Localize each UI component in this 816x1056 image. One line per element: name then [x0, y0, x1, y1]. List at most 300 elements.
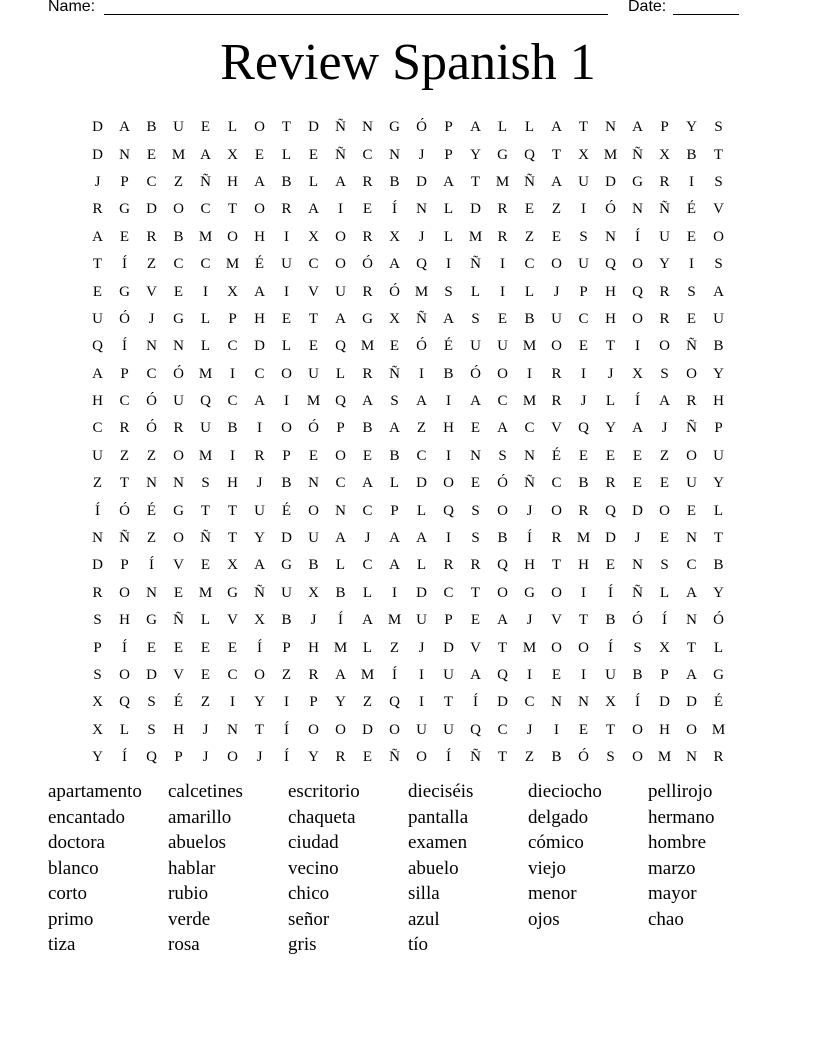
grid-letter[interactable]: D — [632, 502, 643, 519]
grid-letter[interactable]: R — [551, 393, 562, 410]
grid-letter[interactable]: T — [470, 584, 481, 601]
grid-letter[interactable]: Z — [416, 420, 427, 437]
grid-letter[interactable]: T — [443, 694, 454, 711]
grid-letter[interactable]: C — [335, 475, 346, 492]
grid-letter[interactable]: C — [173, 256, 184, 273]
grid-letter[interactable]: N — [362, 119, 373, 136]
grid-letter[interactable]: S — [687, 283, 696, 300]
grid-letter[interactable]: R — [578, 502, 589, 519]
grid-letter[interactable]: B — [551, 749, 562, 766]
grid-letter[interactable]: N — [605, 228, 616, 245]
grid-letter[interactable]: J — [94, 173, 101, 190]
grid-letter[interactable]: O — [551, 338, 562, 355]
grid-letter[interactable]: H — [173, 721, 184, 738]
grid-letter[interactable]: M — [198, 584, 213, 601]
grid-letter[interactable]: A — [470, 667, 481, 683]
grid-letter[interactable]: M — [198, 447, 213, 464]
grid-letter[interactable]: O — [659, 338, 670, 355]
grid-letter[interactable]: S — [147, 721, 156, 738]
grid-letter[interactable]: Ó — [497, 475, 508, 492]
grid-letter[interactable]: C — [227, 338, 238, 355]
grid-letter[interactable]: Y — [470, 146, 481, 163]
grid-letter[interactable]: M — [333, 639, 348, 656]
grid-letter[interactable]: J — [418, 228, 425, 245]
grid-letter[interactable]: P — [390, 502, 399, 519]
grid-letter[interactable]: Í — [338, 612, 343, 629]
grid-letter[interactable]: I — [581, 365, 586, 382]
grid-letter[interactable]: B — [497, 530, 508, 547]
grid-letter[interactable]: J — [256, 475, 263, 492]
grid-letter[interactable]: I — [581, 584, 586, 601]
grid-letter[interactable]: R — [470, 557, 481, 574]
grid-letter[interactable]: Í — [527, 530, 532, 547]
grid-letter[interactable]: G — [119, 201, 130, 218]
grid-letter[interactable]: T — [578, 119, 589, 136]
grid-letter[interactable]: É — [686, 201, 697, 218]
grid-letter[interactable]: S — [498, 447, 507, 464]
grid-letter[interactable]: T — [254, 721, 265, 738]
grid-letter[interactable]: Ó — [713, 612, 724, 629]
grid-letter[interactable]: Í — [284, 749, 289, 766]
grid-letter[interactable]: S — [390, 393, 399, 410]
grid-letter[interactable]: Ñ — [335, 119, 346, 136]
grid-letter[interactable]: E — [686, 310, 697, 327]
grid-letter[interactable]: S — [714, 173, 723, 190]
grid-letter[interactable]: O — [578, 639, 589, 656]
grid-letter[interactable]: N — [686, 749, 697, 766]
grid-letter[interactable]: I — [689, 256, 694, 273]
grid-letter[interactable]: B — [308, 557, 319, 574]
grid-letter[interactable]: Y — [335, 694, 346, 711]
grid-letter[interactable]: C — [227, 393, 238, 410]
grid-letter[interactable]: Z — [173, 173, 184, 190]
grid-letter[interactable]: Ó — [632, 612, 643, 629]
grid-letter[interactable]: S — [714, 256, 723, 273]
grid-letter[interactable]: D — [146, 667, 157, 683]
grid-letter[interactable]: É — [551, 447, 562, 464]
grid-letter[interactable]: C — [578, 310, 589, 327]
grid-letter[interactable]: P — [93, 639, 102, 656]
grid-letter[interactable]: Q — [389, 694, 400, 711]
grid-letter[interactable]: E — [605, 447, 616, 464]
grid-letter[interactable]: Y — [605, 420, 616, 437]
grid-letter[interactable]: I — [446, 256, 451, 273]
grid-letter[interactable]: E — [497, 310, 508, 327]
grid-letter[interactable]: A — [254, 393, 265, 410]
grid-letter[interactable]: O — [497, 584, 508, 601]
grid-letter[interactable]: U — [173, 119, 184, 136]
grid-letter[interactable]: P — [660, 119, 669, 136]
grid-letter[interactable]: E — [659, 530, 670, 547]
grid-letter[interactable]: É — [173, 694, 184, 711]
grid-letter[interactable]: N — [308, 475, 319, 492]
grid-letter[interactable]: N — [173, 475, 184, 492]
grid-letter[interactable]: L — [524, 119, 535, 136]
grid-letter[interactable]: X — [605, 694, 616, 711]
grid-letter[interactable]: Q — [578, 420, 589, 437]
grid-letter[interactable]: R — [254, 447, 265, 464]
grid-letter[interactable]: E — [470, 612, 481, 629]
grid-letter[interactable]: A — [659, 393, 670, 410]
grid-letter[interactable]: O — [254, 119, 265, 136]
grid-letter[interactable]: B — [281, 173, 292, 190]
grid-letter[interactable]: Ó — [119, 502, 130, 519]
grid-letter[interactable]: E — [362, 749, 373, 766]
grid-letter[interactable]: E — [524, 201, 535, 218]
grid-letter[interactable]: Q — [632, 283, 643, 300]
grid-letter[interactable]: G — [119, 283, 130, 300]
grid-letter[interactable]: L — [524, 283, 535, 300]
grid-letter[interactable]: Í — [392, 667, 397, 683]
grid-letter[interactable]: C — [497, 393, 508, 410]
grid-letter[interactable]: R — [551, 530, 562, 547]
grid-letter[interactable]: A — [254, 173, 265, 190]
grid-letter[interactable]: Ó — [119, 310, 130, 327]
grid-letter[interactable]: O — [335, 228, 346, 245]
grid-letter[interactable]: U — [308, 530, 319, 547]
grid-letter[interactable]: M — [495, 173, 510, 190]
grid-letter[interactable]: I — [284, 694, 289, 711]
grid-letter[interactable]: E — [173, 283, 184, 300]
grid-letter[interactable]: U — [416, 721, 427, 738]
grid-letter[interactable]: Q — [497, 557, 508, 574]
grid-letter[interactable]: B — [389, 447, 400, 464]
grid-letter[interactable]: N — [578, 694, 589, 711]
grid-letter[interactable]: M — [603, 146, 618, 163]
grid-letter[interactable]: E — [362, 447, 373, 464]
grid-letter[interactable]: O — [254, 667, 265, 683]
grid-letter[interactable]: X — [227, 557, 238, 574]
grid-letter[interactable]: L — [713, 639, 724, 656]
grid-letter[interactable]: E — [659, 475, 670, 492]
grid-letter[interactable]: B — [335, 584, 346, 601]
grid-letter[interactable]: U — [173, 393, 184, 410]
grid-letter[interactable]: A — [200, 146, 211, 163]
grid-letter[interactable]: T — [713, 146, 724, 163]
grid-letter[interactable]: U — [497, 338, 508, 355]
grid-letter[interactable]: Í — [284, 721, 289, 738]
grid-letter[interactable]: Y — [308, 749, 319, 766]
grid-letter[interactable]: A — [416, 393, 427, 410]
grid-letter[interactable]: E — [578, 338, 589, 355]
grid-letter[interactable]: Ó — [416, 338, 427, 355]
grid-letter[interactable]: R — [362, 283, 373, 300]
grid-letter[interactable]: H — [578, 557, 589, 574]
grid-letter[interactable]: Q — [92, 338, 103, 355]
grid-letter[interactable]: R — [362, 173, 373, 190]
grid-letter[interactable]: R — [659, 310, 670, 327]
grid-letter[interactable]: L — [200, 310, 211, 327]
grid-letter[interactable]: T — [200, 502, 211, 519]
grid-letter[interactable]: Ñ — [389, 365, 400, 382]
grid-letter[interactable]: H — [713, 393, 724, 410]
grid-letter[interactable]: P — [120, 173, 129, 190]
grid-letter[interactable]: E — [389, 338, 400, 355]
grid-letter[interactable]: B — [281, 475, 292, 492]
grid-letter[interactable]: A — [92, 228, 103, 245]
grid-letter[interactable]: Q — [335, 338, 346, 355]
grid-letter[interactable]: B — [524, 310, 535, 327]
grid-letter[interactable]: Í — [257, 639, 262, 656]
grid-letter[interactable]: G — [524, 584, 535, 601]
grid-letter[interactable]: Q — [443, 502, 454, 519]
grid-letter[interactable]: H — [119, 612, 130, 629]
grid-letter[interactable]: O — [632, 721, 643, 738]
grid-letter[interactable]: T — [686, 639, 697, 656]
grid-letter[interactable]: T — [119, 475, 130, 492]
grid-letter[interactable]: T — [281, 119, 292, 136]
grid-letter[interactable]: S — [93, 667, 102, 683]
grid-letter[interactable]: U — [686, 475, 697, 492]
grid-letter[interactable]: Í — [473, 694, 478, 711]
grid-letter[interactable]: H — [605, 310, 616, 327]
grid-letter[interactable]: M — [711, 721, 726, 738]
grid-letter[interactable]: Y — [713, 584, 724, 601]
grid-letter[interactable]: E — [200, 639, 211, 656]
grid-letter[interactable]: L — [335, 557, 346, 574]
grid-letter[interactable]: A — [632, 119, 643, 136]
grid-letter[interactable]: S — [660, 365, 669, 382]
grid-letter[interactable]: C — [200, 256, 211, 273]
grid-letter[interactable]: A — [92, 365, 103, 382]
grid-letter[interactable]: S — [471, 310, 480, 327]
grid-letter[interactable]: U — [281, 584, 292, 601]
grid-letter[interactable]: L — [362, 639, 373, 656]
grid-letter[interactable]: J — [256, 749, 263, 766]
grid-letter[interactable]: O — [119, 667, 130, 683]
grid-letter[interactable]: A — [254, 557, 265, 574]
grid-letter[interactable]: A — [389, 530, 400, 547]
grid-letter[interactable]: T — [578, 612, 589, 629]
grid-letter[interactable]: Í — [392, 201, 397, 218]
grid-letter[interactable]: A — [443, 173, 454, 190]
name-field[interactable] — [104, 14, 608, 15]
grid-letter[interactable]: L — [659, 584, 670, 601]
grid-letter[interactable]: Ñ — [524, 173, 535, 190]
grid-letter[interactable]: L — [443, 228, 454, 245]
grid-letter[interactable]: Y — [686, 119, 697, 136]
grid-letter[interactable]: D — [92, 146, 103, 163]
grid-letter[interactable]: P — [309, 694, 318, 711]
grid-letter[interactable]: N — [605, 119, 616, 136]
grid-letter[interactable]: Y — [92, 749, 103, 766]
grid-letter[interactable]: E — [551, 667, 562, 683]
grid-letter[interactable]: P — [660, 667, 669, 683]
grid-letter[interactable]: D — [605, 530, 616, 547]
grid-letter[interactable]: E — [578, 721, 589, 738]
grid-letter[interactable]: I — [230, 365, 235, 382]
grid-letter[interactable]: R — [551, 365, 562, 382]
grid-letter[interactable]: I — [635, 338, 640, 355]
grid-letter[interactable]: Ñ — [416, 310, 427, 327]
grid-letter[interactable]: T — [551, 557, 562, 574]
grid-letter[interactable]: L — [416, 502, 427, 519]
grid-letter[interactable]: D — [308, 119, 319, 136]
grid-letter[interactable]: R — [686, 393, 697, 410]
grid-letter[interactable]: I — [581, 667, 586, 683]
grid-letter[interactable]: G — [281, 557, 292, 574]
grid-letter[interactable]: G — [713, 667, 724, 683]
grid-letter[interactable]: D — [470, 201, 481, 218]
grid-letter[interactable]: Í — [662, 612, 667, 629]
grid-letter[interactable]: O — [308, 502, 319, 519]
grid-letter[interactable]: C — [92, 420, 103, 437]
grid-letter[interactable]: I — [419, 667, 424, 683]
grid-letter[interactable]: P — [174, 749, 183, 766]
grid-letter[interactable]: Y — [254, 694, 265, 711]
grid-letter[interactable]: P — [120, 365, 129, 382]
grid-letter[interactable]: I — [527, 667, 532, 683]
grid-letter[interactable]: J — [553, 283, 560, 300]
grid-letter[interactable]: N — [173, 338, 184, 355]
grid-letter[interactable]: N — [686, 530, 697, 547]
grid-letter[interactable]: A — [335, 310, 346, 327]
grid-letter[interactable]: Ó — [308, 420, 319, 437]
grid-letter[interactable]: Z — [146, 447, 157, 464]
grid-letter[interactable]: Ñ — [200, 173, 211, 190]
grid-letter[interactable]: B — [362, 420, 373, 437]
grid-letter[interactable]: U — [470, 338, 481, 355]
grid-letter[interactable]: P — [336, 420, 345, 437]
grid-letter[interactable]: Z — [389, 639, 400, 656]
grid-letter[interactable]: J — [634, 530, 641, 547]
grid-letter[interactable]: Z — [200, 694, 211, 711]
grid-letter[interactable]: B — [443, 365, 454, 382]
grid-letter[interactable]: E — [686, 228, 697, 245]
grid-letter[interactable]: Ó — [362, 256, 373, 273]
grid-letter[interactable]: C — [362, 557, 373, 574]
grid-letter[interactable]: O — [389, 721, 400, 738]
grid-letter[interactable]: D — [146, 201, 157, 218]
grid-letter[interactable]: U — [443, 667, 454, 683]
grid-letter[interactable]: Ñ — [254, 584, 265, 601]
grid-letter[interactable]: S — [147, 694, 156, 711]
grid-letter[interactable]: S — [606, 749, 615, 766]
grid-letter[interactable]: J — [580, 393, 587, 410]
grid-letter[interactable]: Ñ — [470, 749, 481, 766]
grid-letter[interactable]: E — [173, 584, 184, 601]
grid-letter[interactable]: N — [146, 584, 157, 601]
grid-letter[interactable]: I — [446, 393, 451, 410]
grid-letter[interactable]: C — [308, 256, 319, 273]
grid-letter[interactable]: S — [93, 612, 102, 629]
grid-letter[interactable]: R — [146, 228, 157, 245]
grid-letter[interactable]: Í — [608, 584, 613, 601]
grid-letter[interactable]: T — [605, 338, 616, 355]
grid-letter[interactable]: O — [281, 365, 292, 382]
grid-letter[interactable]: C — [443, 584, 454, 601]
grid-letter[interactable]: M — [360, 338, 375, 355]
grid-letter[interactable]: U — [92, 310, 103, 327]
grid-letter[interactable]: B — [281, 612, 292, 629]
grid-letter[interactable]: R — [443, 557, 454, 574]
grid-letter[interactable]: I — [338, 201, 343, 218]
grid-letter[interactable]: R — [173, 420, 184, 437]
grid-letter[interactable]: E — [173, 639, 184, 656]
grid-letter[interactable]: M — [468, 228, 483, 245]
grid-letter[interactable]: D — [443, 639, 454, 656]
grid-letter[interactable]: E — [551, 228, 562, 245]
grid-letter[interactable]: V — [551, 420, 562, 437]
grid-letter[interactable]: É — [254, 256, 265, 273]
grid-letter[interactable]: R — [92, 584, 103, 601]
grid-letter[interactable]: O — [335, 721, 346, 738]
grid-letter[interactable]: L — [497, 119, 508, 136]
grid-letter[interactable]: E — [308, 447, 319, 464]
grid-letter[interactable]: X — [308, 584, 319, 601]
grid-letter[interactable]: Z — [524, 749, 535, 766]
grid-letter[interactable]: P — [444, 612, 453, 629]
grid-letter[interactable]: C — [362, 146, 373, 163]
grid-letter[interactable]: O — [308, 721, 319, 738]
grid-letter[interactable]: Q — [524, 146, 535, 163]
grid-letter[interactable]: L — [713, 502, 724, 519]
grid-letter[interactable]: L — [227, 119, 238, 136]
grid-letter[interactable]: J — [202, 721, 209, 738]
grid-letter[interactable]: N — [389, 146, 400, 163]
grid-letter[interactable]: H — [605, 283, 616, 300]
grid-letter[interactable]: A — [551, 119, 562, 136]
grid-letter[interactable]: O — [173, 530, 184, 547]
grid-letter[interactable]: O — [227, 228, 238, 245]
grid-letter[interactable]: L — [119, 721, 130, 738]
grid-letter[interactable]: O — [335, 256, 346, 273]
grid-letter[interactable]: É — [713, 694, 724, 711]
grid-letter[interactable]: R — [362, 228, 373, 245]
grid-letter[interactable]: I — [419, 694, 424, 711]
grid-letter[interactable]: Ó — [389, 283, 400, 300]
grid-letter[interactable]: J — [526, 612, 533, 629]
grid-letter[interactable]: O — [686, 447, 697, 464]
grid-letter[interactable]: E — [470, 420, 481, 437]
grid-letter[interactable]: A — [470, 393, 481, 410]
grid-letter[interactable]: T — [497, 639, 508, 656]
grid-letter[interactable]: B — [578, 475, 589, 492]
grid-letter[interactable]: R — [308, 667, 319, 683]
grid-letter[interactable]: Ñ — [119, 530, 130, 547]
grid-letter[interactable]: U — [281, 256, 292, 273]
grid-letter[interactable]: C — [254, 365, 265, 382]
grid-letter[interactable]: A — [254, 283, 265, 300]
grid-letter[interactable]: M — [198, 228, 213, 245]
grid-letter[interactable]: I — [554, 721, 559, 738]
grid-letter[interactable]: R — [119, 420, 130, 437]
grid-letter[interactable]: X — [632, 365, 643, 382]
grid-letter[interactable]: T — [308, 310, 319, 327]
grid-letter[interactable]: E — [119, 228, 130, 245]
grid-letter[interactable]: N — [335, 502, 346, 519]
grid-letter[interactable]: N — [227, 721, 238, 738]
grid-letter[interactable]: L — [470, 283, 481, 300]
grid-letter[interactable]: G — [173, 502, 184, 519]
grid-letter[interactable]: G — [173, 310, 184, 327]
grid-letter[interactable]: H — [254, 228, 265, 245]
grid-letter[interactable]: V — [173, 557, 184, 574]
grid-letter[interactable]: Í — [122, 749, 127, 766]
grid-letter[interactable]: M — [198, 365, 213, 382]
grid-letter[interactable]: Q — [497, 667, 508, 683]
grid-letter[interactable]: A — [389, 420, 400, 437]
grid-letter[interactable]: Y — [713, 475, 724, 492]
grid-letter[interactable]: Í — [122, 338, 127, 355]
grid-letter[interactable]: T — [92, 256, 103, 273]
grid-letter[interactable]: Ñ — [659, 201, 670, 218]
grid-letter[interactable]: Z — [362, 694, 373, 711]
grid-letter[interactable]: D — [416, 584, 427, 601]
grid-letter[interactable]: X — [578, 146, 589, 163]
grid-letter[interactable]: D — [686, 694, 697, 711]
grid-letter[interactable]: S — [633, 639, 642, 656]
